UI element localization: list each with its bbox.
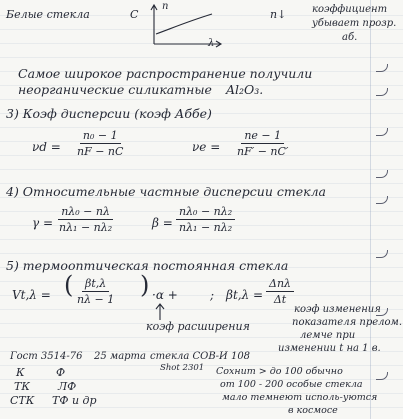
side-note-line-4: изменении t на 1 в.: [278, 343, 381, 354]
paren-close: ): [140, 271, 150, 299]
fraction-denominator: nF′ − nC′: [237, 145, 289, 158]
margin-tick-mark: [376, 372, 388, 380]
beta-fraction: [176, 205, 235, 234]
semicolon: ;: [210, 288, 215, 302]
thermo-v-lhs: Vt,λ =: [12, 288, 51, 302]
thermo-beta-lhs: βt,λ =: [226, 288, 264, 302]
section-5-title: 5) термооптическая постоянная стекла: [6, 258, 289, 273]
header-c-label: C: [130, 8, 139, 21]
class-tf: ТФ и др: [52, 394, 97, 407]
header-note-line-2: убывает прозр.: [312, 18, 397, 29]
header-lead-text: Белые стекла: [6, 8, 90, 21]
shot-text: Shot 2301: [160, 363, 205, 373]
fraction-numerator: Δnλ: [266, 277, 294, 292]
gamma-fraction: [56, 205, 115, 234]
abbe-vd-fraction: [74, 129, 126, 158]
n-arrow-text: n↓: [270, 8, 287, 21]
footer-right-line-3: мало темнеют исполь-уются: [222, 392, 378, 403]
expansion-coef-note: коэф расширения: [146, 320, 250, 333]
statement-line-1: Самое широкое распространение получили: [18, 66, 313, 81]
fraction-numerator: n₀ − 1: [80, 129, 121, 144]
header-note-line-3: аб.: [342, 32, 358, 43]
fraction-denominator: nλ − 1: [77, 293, 115, 306]
fraction-denominator: nλ₁ − nλ₂: [59, 221, 113, 234]
pointer-arrow: [150, 302, 170, 322]
header-note-line-1: коэффициент: [312, 4, 388, 15]
statement-formula: Al₂O₃.: [226, 82, 264, 97]
class-lf: ЛФ: [58, 380, 77, 393]
fraction-numerator: nλ₀ − nλ₂: [176, 205, 235, 220]
section-3-title: 3) Коэф дисперсии (коэф Аббе): [6, 106, 212, 121]
fraction-denominator: nλ₁ − nλ₂: [179, 221, 233, 234]
gost-text: Гост 3514-76: [10, 351, 83, 362]
class-tk: ТК: [14, 380, 30, 393]
abbe-ve-lhs: νe =: [192, 140, 221, 154]
margin-tick-mark: [376, 128, 388, 136]
fraction-denominator: Δt: [273, 293, 287, 306]
paren-open: (: [64, 271, 74, 299]
margin-tick-mark: [376, 250, 388, 258]
section-4-title: 4) Относительные частные дисперсии стекла: [6, 184, 327, 199]
brand-text: стекла СОВ-И 108: [150, 351, 251, 362]
beta-lhs: β =: [152, 216, 173, 230]
margin-tick-mark: [376, 170, 388, 178]
margin-line: [370, 0, 371, 419]
gamma-lhs: γ =: [32, 216, 54, 230]
statement-line-2: неорганические силикатные: [18, 82, 212, 97]
axis-n-label: n: [162, 1, 169, 12]
footer-right-line-2: от 100 - 200 особые стекла: [220, 379, 363, 390]
abbe-ve-fraction: [234, 129, 291, 158]
thermo-v-tail: ·α +: [152, 288, 178, 302]
fraction-numerator: nλ₀ − nλ: [58, 205, 113, 220]
thermo-v-fraction: [74, 277, 117, 306]
thermo-beta-fraction: [266, 277, 294, 306]
class-stk: СТК: [10, 394, 35, 407]
margin-tick-mark: [376, 64, 388, 72]
margin-tick-mark: [376, 196, 388, 204]
side-note-line-3: лемче при: [300, 330, 356, 341]
axis-lambda-label: λ: [208, 38, 215, 49]
fraction-numerator: βt,λ: [82, 277, 109, 292]
fraction-denominator: nF − nC: [77, 145, 124, 158]
date-text: 25 марта: [94, 351, 147, 362]
footer-right-line-1: Сохнит > до 100 обычно: [216, 366, 343, 377]
class-f: Ф: [56, 366, 66, 379]
abbe-vd-lhs: νd =: [32, 140, 61, 154]
footer-right-line-4: в космосе: [288, 405, 338, 416]
side-note-line-1: коэф изменения: [294, 304, 381, 315]
class-k: К: [16, 366, 25, 379]
side-note-line-2: показателя прелом.: [292, 317, 402, 328]
fraction-numerator: ne − 1: [241, 129, 284, 144]
margin-tick-mark: [376, 88, 388, 96]
